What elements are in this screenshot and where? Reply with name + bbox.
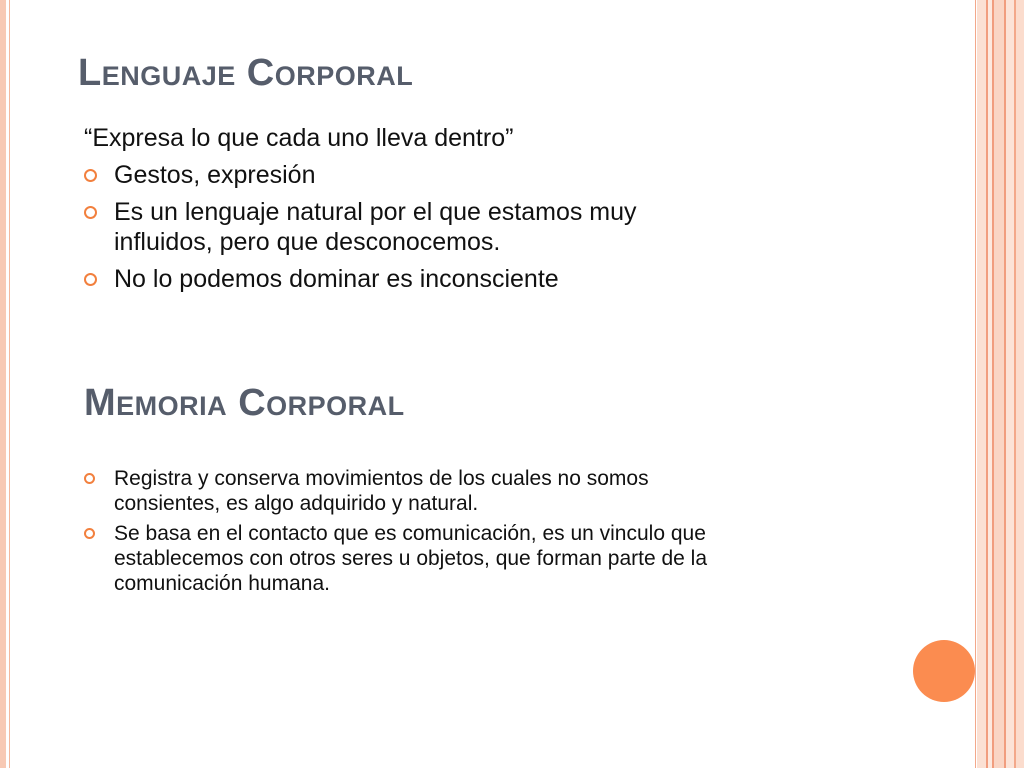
circle-bullet-icon xyxy=(84,206,97,219)
section-title-lenguaje: Lenguaje Corporal xyxy=(78,52,414,94)
list-item xyxy=(84,466,754,516)
list-item xyxy=(84,197,724,257)
decorative-circle xyxy=(913,640,975,702)
list-item xyxy=(84,521,754,596)
list-item-text: Se basa en el contacto que es comunicación, es un vinculo que establecemos con otros seres u objetos, que forman parte de la comunicación humana. xyxy=(114,522,708,595)
list-item xyxy=(84,264,724,294)
right-decor-stripe xyxy=(1006,0,1014,768)
list-item-text: No lo podemos dominar es inconsciente xyxy=(114,265,559,293)
right-decor-stripe xyxy=(1016,0,1024,768)
right-decor-stripe xyxy=(975,0,976,768)
circle-bullet-icon xyxy=(84,473,95,484)
right-decor-stripe xyxy=(994,0,1004,768)
left-border-stripe xyxy=(0,0,6,768)
intro-quote-text: “Expresa lo que cada uno lleva dentro” xyxy=(84,124,514,152)
list-item-text: Gestos, expresión xyxy=(114,161,316,189)
left-border-line xyxy=(9,0,10,768)
circle-bullet-icon xyxy=(84,528,95,539)
right-decor-stripe xyxy=(977,0,986,768)
section-title-memoria: Memoria Corporal xyxy=(84,382,405,424)
list-item xyxy=(84,160,724,190)
lenguaje-content-list xyxy=(84,123,724,301)
circle-bullet-icon xyxy=(84,169,97,182)
intro-quote xyxy=(84,123,724,153)
list-item-text: Registra y conserva movimientos de los cuales no somos consientes, es algo adquirido y natural. xyxy=(114,467,649,515)
circle-bullet-icon xyxy=(84,273,97,286)
memoria-content-list xyxy=(84,466,754,601)
list-item-text: Es un lenguaje natural por el que estamos muy influidos, pero que desconocemos. xyxy=(114,198,637,256)
